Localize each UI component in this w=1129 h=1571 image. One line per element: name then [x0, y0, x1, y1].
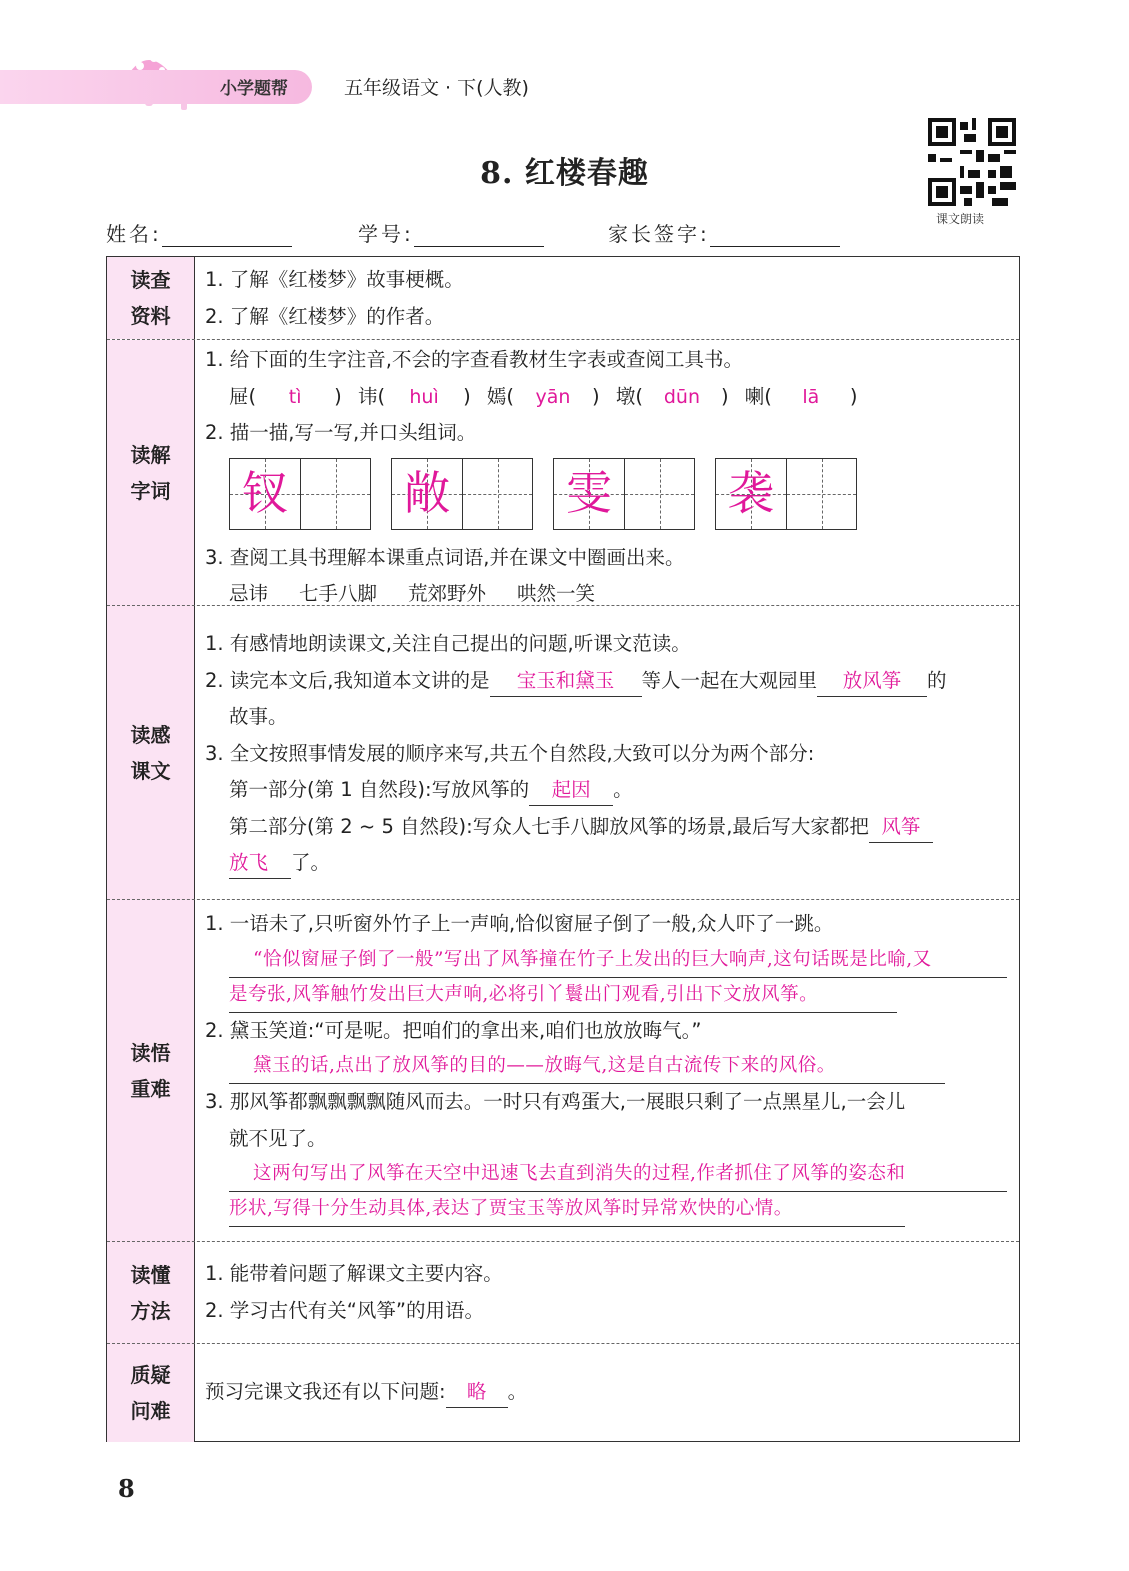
section-text-reading: 读感 课文 1. 有感情地朗读课文,关注自己提出的问题,听课文范读。 2. 读完本文后,我知道本文讲的是 宝玉和黛玉 等人一起在大观园里 放风筝 的 故事。 3. 全文按照事情发展的顺序来写,共五个自然段,大致可以分为两个部分: 第一部分(第 1 自然段):写放风筝的 起因 。 第二部分(第 2 ~ 5 自然段):写众人七手八脚放风筝的场景,最后写大家都把 风筝 放飞 了。	[107, 605, 1019, 900]
question-text: 2. 描一描,写一写,并口头组词。	[205, 421, 477, 444]
sign-label: 家长签字:	[608, 222, 710, 246]
section-label: 读查 资料	[107, 257, 195, 339]
student-id-field[interactable]	[358, 218, 544, 247]
parent-signature-field[interactable]	[608, 218, 840, 247]
pinyin-answer[interactable]: huì	[409, 385, 439, 408]
page-title: 8. 红楼春趣	[480, 156, 649, 191]
answer-block[interactable]: 这两句写出了风筝在天空中迅速飞去直到消失的过程,作者抓住了风筝的姿态和 形状,写得十分生动具体,表达了贾宝玉等放风筝时异常欢快的心情。	[229, 1157, 1007, 1227]
writing-grids	[229, 458, 1007, 530]
section-label: 读解 字词	[107, 340, 195, 606]
answer-blank[interactable]: 宝玉和黛玉	[490, 666, 642, 697]
answer-blank[interactable]: 略	[446, 1377, 508, 1408]
writing-grid[interactable]	[391, 458, 533, 530]
list-item: 1. 了解《红楼梦》故事梗概。	[205, 268, 464, 291]
page-number: 8	[118, 1474, 135, 1503]
qr-caption: 课文朗读	[936, 212, 985, 226]
trace-char: 袭	[728, 466, 774, 521]
question-text: 3. 查阅工具书理解本课重点词语,并在课文中圈画出来。	[205, 545, 685, 569]
qr-code-icon[interactable]	[928, 118, 1016, 206]
section-reference	[107, 257, 1019, 339]
section-label: 读感 课文	[107, 606, 195, 900]
key-words: 忌讳 七手八脚 荒郊野外 哄然一笑	[229, 582, 596, 605]
writing-grid[interactable]	[553, 458, 695, 530]
pinyin-item: 喇( lā )	[745, 379, 858, 416]
worksheet-table	[106, 256, 1020, 1442]
question-text: 1. 给下面的生字注音,不会的字查看教材生字表或查阅工具书。	[205, 348, 744, 371]
pinyin-answer[interactable]: tì	[288, 385, 302, 408]
question-text: 3. 那风筝都飘飘飘飘随风而去。一时只有鸡蛋大,一展眼只剩了一点黑星儿,一会儿	[205, 1090, 906, 1113]
question-text: 2. 读完本文后,我知道本文讲的是 宝玉和黛玉 等人一起在大观园里 放风筝 的	[205, 663, 1007, 700]
list-item: 1. 能带着问题了解课文主要内容。	[205, 1262, 503, 1285]
answer-block[interactable]: “恰似窗屉子倒了一般”写出了风筝撞在竹子上发出的巨大响声,这句话既是比喻,又 是夸张,风筝触竹发出巨大声响,必将引丫鬟出门观看,引出下文放风筝。	[229, 943, 1007, 1013]
trace-char: 钗	[242, 466, 288, 521]
section-label: 质疑 问难	[107, 1344, 195, 1442]
section-label: 读懂 方法	[107, 1242, 195, 1344]
pinyin-answer[interactable]: lā	[802, 385, 820, 408]
brand-label: 小学题帮	[220, 79, 288, 99]
list-item: 2. 了解《红楼梦》的作者。	[205, 304, 445, 328]
pinyin-item: 嫣( yān )	[487, 379, 600, 416]
question-text: 2. 黛玉笑道:“可是呢。把咱们的拿出来,咱们也放放晦气。”	[205, 1018, 702, 1042]
answer-block[interactable]: 黛玉的话,点出了放风筝的目的——放晦气,这是自古流传下来的风俗。	[229, 1049, 1007, 1084]
section-key-points: 读悟 重难 1. 一语未了,只听窗外竹子上一声响,恰似窗屉子倒了一般,众人吓了一跳。 “恰似窗屉子倒了一般”写出了风筝撞在竹子上发出的巨大响声,这句话既是比喻,又 是夸张,风筝触竹发出巨大声响,必将引丫鬟出门观看,引出下文放风筝。 2. 黛玉笑道:“可是呢。把咱们的拿出来,咱们也放放晦气。” 黛玉的话,点出了放风筝的目的——放晦气,这是自古流传下来的风俗。 3. 那风筝都飘飘飘飘随风而去。一时只有鸡蛋大,一展眼只剩了一点黑星儿,一会儿 就不见了。 这两句写出了风筝在天空中迅速飞去直到消失的过程,作者抓住了风筝的姿态和 形状,写得十分生动具体,表达了贾宝玉等放风筝时异常欢快的心情。	[107, 899, 1019, 1242]
book-label: 五年级语文 · 下(人教)	[344, 77, 529, 99]
writing-grid[interactable]	[229, 458, 371, 530]
section-label: 读悟 重难	[107, 900, 195, 1242]
trace-char: 敞	[404, 466, 450, 521]
pinyin-item: 讳( huì )	[358, 379, 471, 416]
answer-blank[interactable]: 风筝	[869, 812, 933, 843]
pinyin-item: 屉( tì )	[229, 379, 342, 416]
name-field[interactable]	[106, 218, 292, 247]
pinyin-row	[205, 379, 1007, 416]
pinyin-item: 墩( dūn )	[616, 379, 729, 416]
pinyin-answer[interactable]: yān	[535, 385, 571, 408]
question-text: 1. 有感情地朗读课文,关注自己提出的问题,听课文范读。	[205, 632, 691, 655]
answer-blank[interactable]: 放风筝	[817, 666, 927, 697]
section-questions: 质疑 问难 预习完课文我还有以下问题: 略 。	[107, 1343, 1019, 1442]
trace-char: 雯	[566, 466, 612, 521]
question-text: 1. 一语未了,只听窗外竹子上一声响,恰似窗屉子倒了一般,众人吓了一跳。	[205, 912, 834, 935]
id-label: 学号:	[358, 222, 414, 246]
section-vocabulary	[107, 339, 1019, 606]
answer-blank[interactable]: 起因	[529, 775, 613, 806]
writing-grid[interactable]	[715, 458, 857, 530]
question-text: 3. 全文按照事情发展的顺序来写,共五个自然段,大致可以分为两个部分:	[205, 741, 815, 765]
section-methods	[107, 1241, 1019, 1344]
pinyin-answer[interactable]: dūn	[663, 385, 701, 408]
name-label: 姓名:	[106, 222, 162, 246]
list-item: 2. 学习古代有关“风筝”的用语。	[205, 1298, 485, 1322]
answer-blank[interactable]: 放飞	[229, 848, 291, 879]
